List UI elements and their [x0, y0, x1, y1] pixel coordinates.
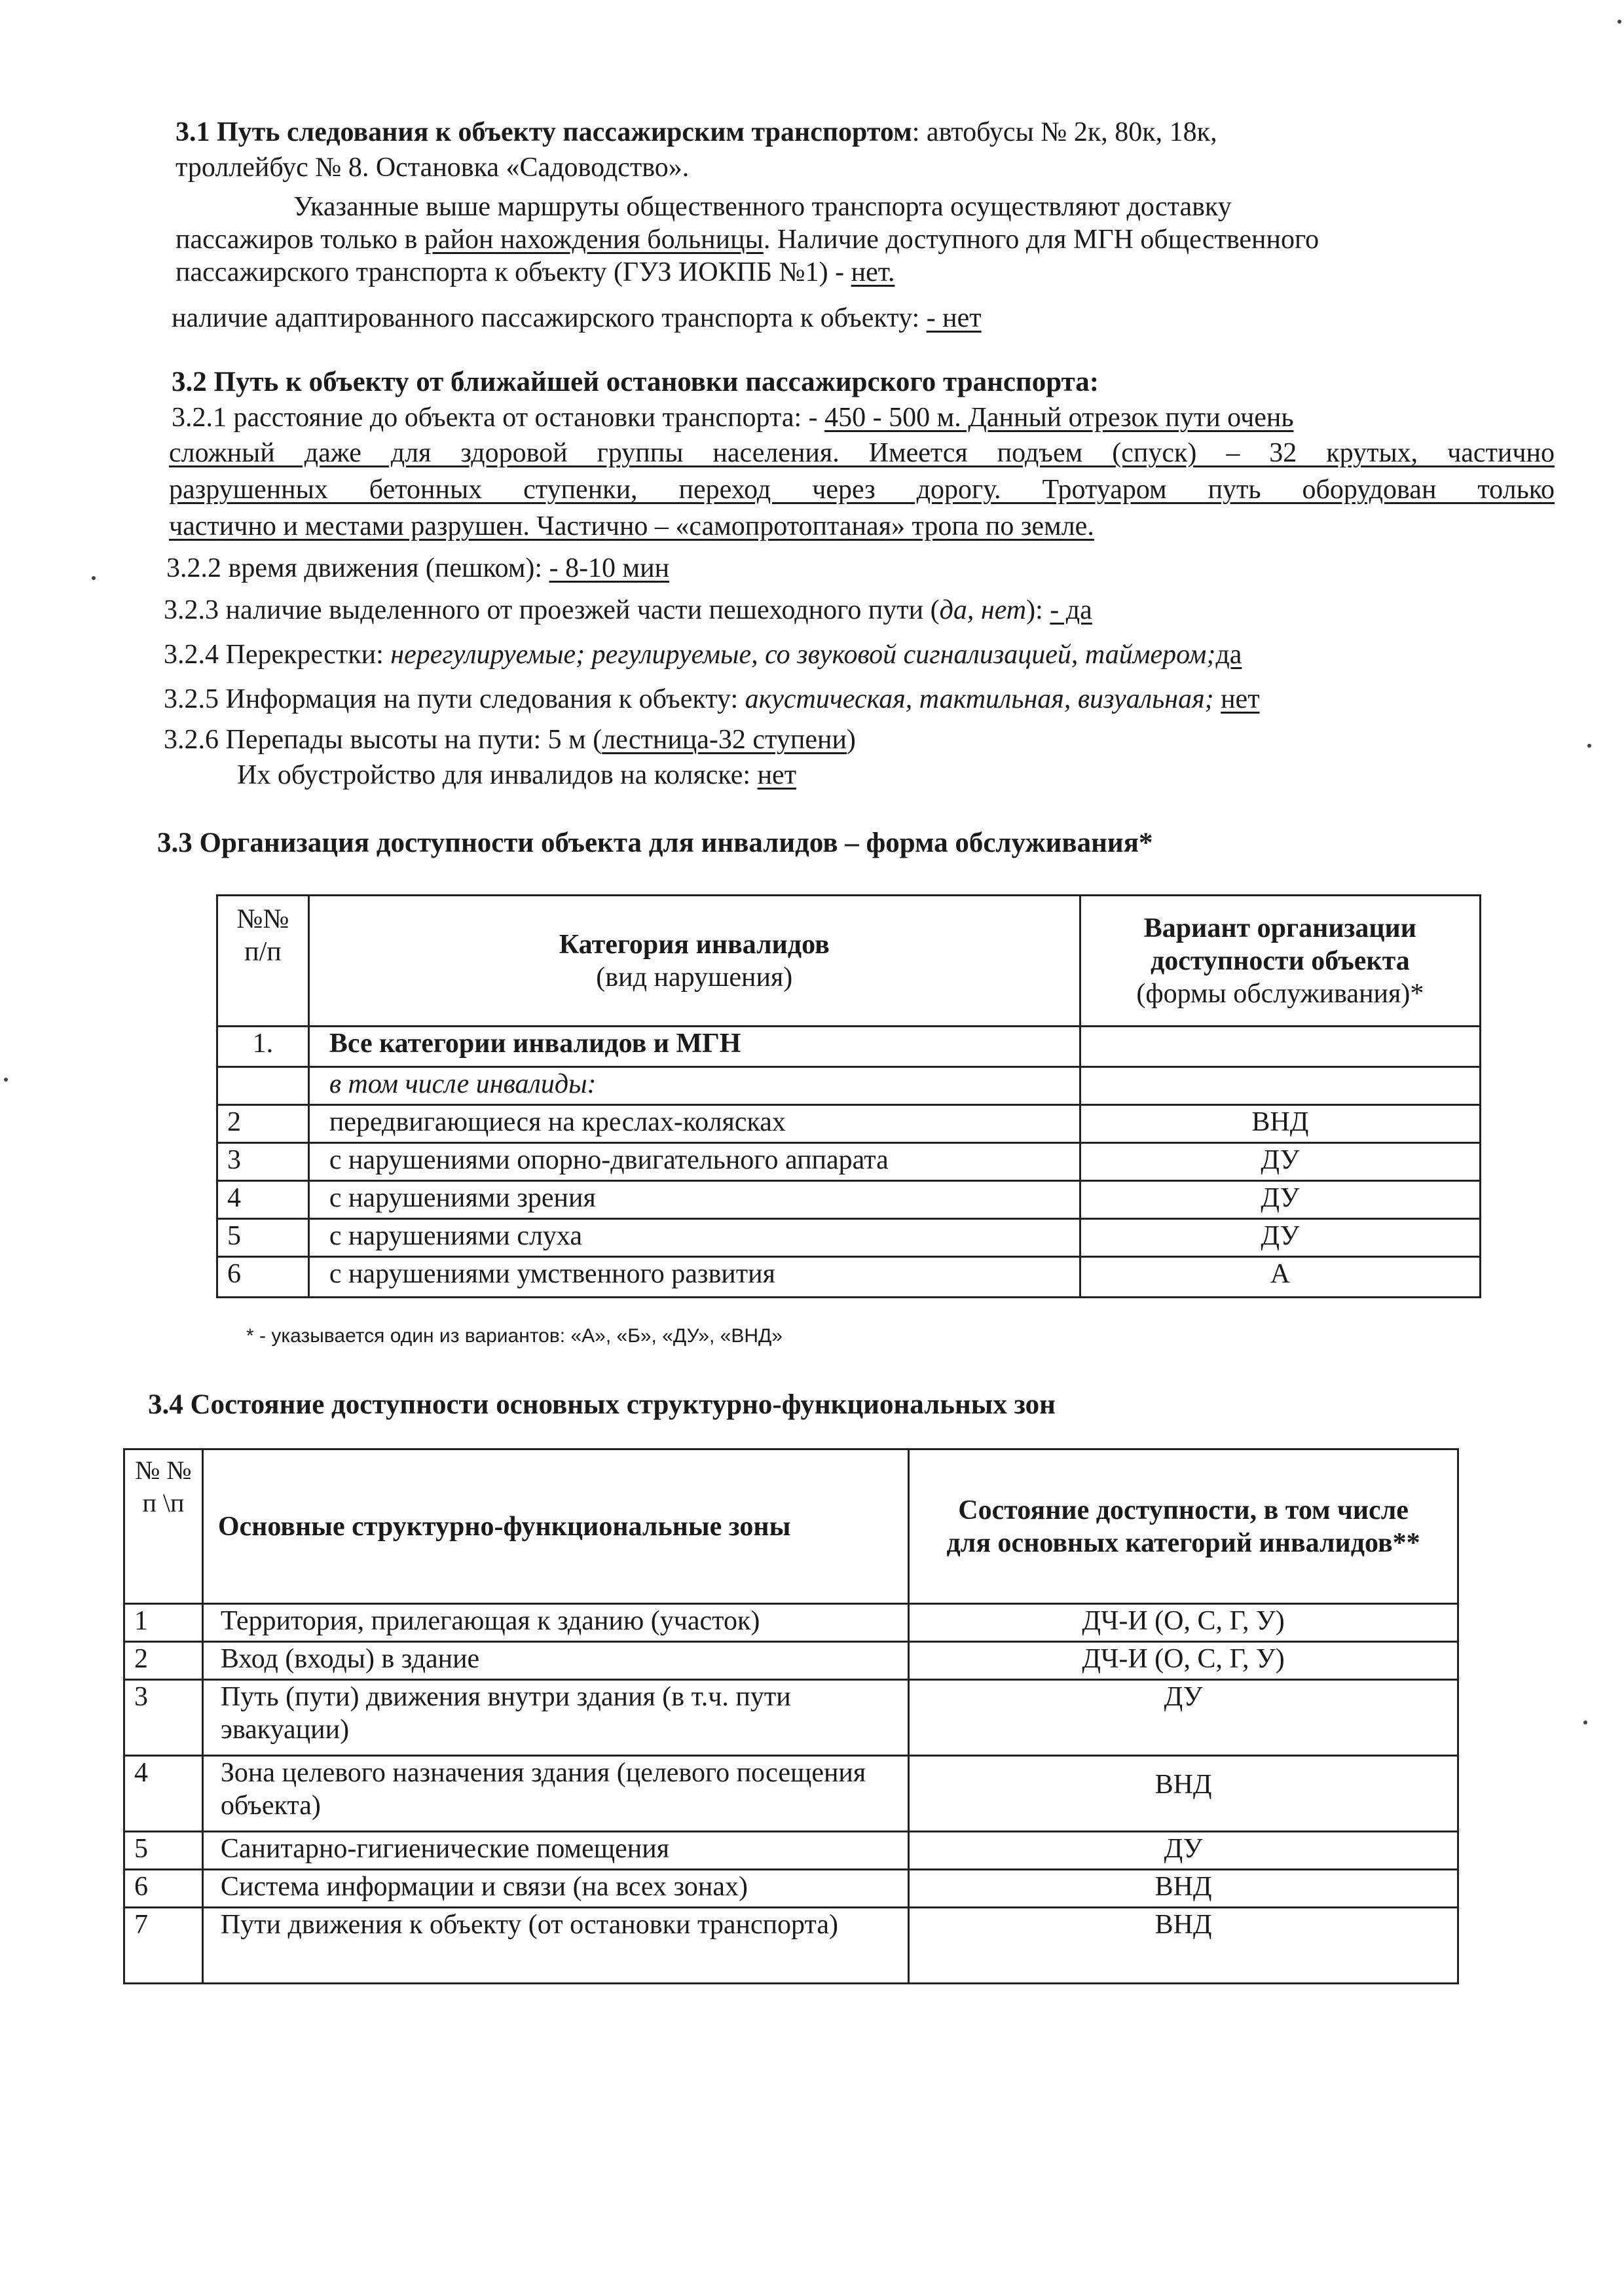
- row-number: 2: [124, 1642, 203, 1680]
- row-category: с нарушениями слуха: [308, 1219, 1080, 1257]
- accessibility-form-table: [216, 894, 1481, 1298]
- row-category: с нарушениями зрения: [308, 1181, 1080, 1219]
- underlined-text: - нет: [926, 303, 982, 333]
- italic-text: акустическая, тактильная, визуальная;: [745, 684, 1214, 714]
- header-variant-title: Вариант организации доступности объекта: [1143, 913, 1416, 976]
- row-value: ДУ: [1080, 1181, 1480, 1219]
- text: ): [846, 725, 856, 755]
- section-3-2-line-4: частично и местами разрушен. Частично – «самопротоптаная» тропа по земле.: [169, 511, 1094, 541]
- section-3-2-line-2: сложный даже для здоровой группы населения. Имеется подъем (спуск) – 32 крутых, частично: [169, 438, 1555, 468]
- row-category: с нарушениями опорно-двигательного аппарата: [308, 1143, 1080, 1181]
- row-zone: Зона целевого назначения здания (целевого посещения объекта): [202, 1756, 908, 1832]
- section-3-1-heading: 3.1 Путь следования к объекту пассажирским транспортом: [175, 117, 912, 147]
- row-category: в том числе инвалиды:: [308, 1067, 1080, 1105]
- header-variant-subtitle: (формы обслуживания)*: [1136, 978, 1424, 1009]
- table-row: [217, 1257, 1481, 1298]
- row-number: 6: [217, 1257, 309, 1298]
- section-3-2-line-7: [164, 638, 1242, 672]
- underlined-text: нет: [757, 760, 797, 790]
- row-zone: Санитарно-гигиенические помещения: [202, 1832, 908, 1870]
- scan-speck: [1587, 744, 1591, 748]
- text: . Наличие доступного для МГН общественного: [763, 225, 1320, 255]
- row-number: 7: [124, 1908, 203, 1984]
- underlined-text: да: [1215, 640, 1242, 670]
- underlined-text: район нахождения больницы: [424, 225, 764, 255]
- section-3-1-line-1: [175, 115, 1217, 149]
- row-value: ДУ: [909, 1832, 1458, 1870]
- header-state: Состояние доступности, в том числе для основных категорий инвалидов**: [909, 1449, 1458, 1604]
- row-value: [1080, 1067, 1480, 1105]
- underlined-text: - 8-10 мин: [549, 553, 670, 583]
- scan-speck: [1617, 20, 1621, 24]
- footnote: * - указывается один из вариантов: «А», «Б», «ДУ», «ВНД»: [246, 1325, 783, 1347]
- table-row: [217, 1067, 1481, 1105]
- text: 3.2.2 время движения (пешком):: [166, 553, 549, 583]
- section-3-2-line-1: [172, 401, 1294, 435]
- table-row: [217, 1105, 1481, 1143]
- italic-text: да, нет: [939, 595, 1027, 625]
- table-row: [217, 1181, 1481, 1219]
- text: 3.2.3 наличие выделенного от проезжей части пешеходного пути (: [164, 595, 940, 625]
- row-category: Все категории инвалидов и МГН: [308, 1027, 1080, 1067]
- row-zone: Вход (входы) в здание: [202, 1642, 908, 1680]
- table-row: [124, 1756, 1458, 1832]
- table-header-row: [124, 1449, 1458, 1604]
- underlined-text: 450 - 500 м. Данный отрезок пути очень: [824, 403, 1294, 433]
- scan-speck: [92, 576, 96, 580]
- text: 3.2.5 Информация на пути следования к объекту:: [164, 684, 745, 714]
- row-value: ДУ: [1080, 1219, 1480, 1257]
- row-number: [217, 1067, 309, 1105]
- section-3-2-line-8: [164, 682, 1260, 716]
- table-row: [124, 1870, 1458, 1908]
- row-number: 1: [124, 1604, 203, 1642]
- italic-text: нерегулируемые; регулируемые, со звуковой сигнализацией, таймером;: [390, 640, 1216, 670]
- header-variant: [1080, 896, 1480, 1027]
- scan-speck: [4, 1078, 8, 1082]
- section-3-2-line-9: [164, 723, 856, 757]
- section-3-2-line-3: разрушенных бетонных ступенки, переход через дорогу. Тротуаром путь оборудован только: [169, 475, 1555, 505]
- row-number: 2: [217, 1105, 309, 1143]
- section-3-1-line-2: троллейбус № 8. Остановка «Садоводство».: [175, 153, 690, 183]
- table-row: [124, 1908, 1458, 1984]
- section-3-1-line-6: [172, 301, 982, 335]
- row-value: ВНД: [909, 1908, 1458, 1984]
- scan-speck: [1583, 1721, 1587, 1724]
- section-3-4-heading: 3.4 Состояние доступности основных структурно-функциональных зон: [148, 1389, 1056, 1420]
- table-row: [217, 1027, 1481, 1067]
- header-zone: Основные структурно-функциональные зоны: [202, 1449, 908, 1604]
- row-zone: Пути движения к объекту (от остановки транспорта): [202, 1908, 908, 1984]
- table-row: [124, 1680, 1458, 1756]
- section-3-1-heading-tail: : автобусы № 2к, 80к, 18к,: [912, 117, 1217, 147]
- header-category: [308, 896, 1080, 1027]
- text: ):: [1026, 595, 1050, 625]
- header-number: №№ п/п: [217, 896, 309, 1027]
- table-row: [217, 1219, 1481, 1257]
- table-row: [124, 1642, 1458, 1680]
- row-value: ДУ: [1080, 1143, 1480, 1181]
- row-number: 3: [124, 1680, 203, 1756]
- row-number: 5: [217, 1219, 309, 1257]
- table-row: [217, 1143, 1481, 1181]
- row-value: ВНД: [909, 1756, 1458, 1832]
- header-number: № № п \п: [124, 1449, 203, 1604]
- section-3-1-line-4: [175, 223, 1319, 257]
- row-number: 3: [217, 1143, 309, 1181]
- text: 3.2.6 Перепады высоты на пути: 5 м (: [164, 725, 602, 755]
- row-zone: Система информации и связи (на всех зонах): [202, 1870, 908, 1908]
- row-value: [1080, 1027, 1480, 1067]
- section-3-2-line-5: [166, 551, 669, 585]
- row-value: ДЧ-И (О, С, Г, У): [909, 1604, 1458, 1642]
- section-3-2-line-10: [237, 758, 796, 792]
- text: Их обустройство для инвалидов на коляске:: [237, 760, 758, 790]
- text: пассажирского транспорта к объекту (ГУЗ ИОКПБ №1) -: [175, 257, 851, 287]
- row-number: 4: [124, 1756, 203, 1832]
- zones-accessibility-table: [123, 1448, 1459, 1984]
- underlined-text: лестница-32 ступени: [602, 725, 847, 755]
- table-header-row: [217, 896, 1481, 1027]
- row-value: ВНД: [909, 1870, 1458, 1908]
- row-value: ДУ: [909, 1680, 1458, 1756]
- row-category: передвигающиеся на креслах-колясках: [308, 1105, 1080, 1143]
- text: 3.2.4 Перекрестки:: [164, 640, 391, 670]
- row-value: А: [1080, 1257, 1480, 1298]
- underlined-text: нет: [1221, 684, 1260, 714]
- section-3-3-heading: 3.3 Организация доступности объекта для инвалидов – форма обслуживания*: [157, 828, 1153, 858]
- row-number: 6: [124, 1870, 203, 1908]
- row-value: ВНД: [1080, 1105, 1480, 1143]
- section-3-1-line-3: Указанные выше маршруты общественного транспорта осуществляют доставку: [293, 192, 1232, 222]
- row-zone: Путь (пути) движения внутри здания (в т.ч. пути эвакуации): [202, 1680, 908, 1756]
- text: наличие адаптированного пассажирского транспорта к объекту:: [172, 303, 927, 333]
- section-3-2-heading: 3.2 Путь к объекту от ближайшей остановки пассажирского транспорта:: [172, 367, 1099, 397]
- header-category-title: Категория инвалидов: [559, 929, 830, 960]
- section-3-2-line-6: [164, 593, 1092, 627]
- row-category: с нарушениями умственного развития: [308, 1257, 1080, 1298]
- text: 3.2.1 расстояние до объекта от остановки транспорта: -: [172, 403, 825, 433]
- row-number: 4: [217, 1181, 309, 1219]
- row-zone: Территория, прилегающая к зданию (участок): [202, 1604, 908, 1642]
- section-3-1-line-5: [175, 255, 895, 289]
- underlined-text: - да: [1050, 595, 1092, 625]
- underlined-text: нет.: [851, 257, 895, 287]
- header-category-subtitle: (вид нарушения): [596, 962, 793, 993]
- row-number: 5: [124, 1832, 203, 1870]
- table-row: [124, 1832, 1458, 1870]
- text: пассажиров только в: [175, 225, 424, 255]
- row-value: ДЧ-И (О, С, Г, У): [909, 1642, 1458, 1680]
- table-row: [124, 1604, 1458, 1642]
- row-number: 1.: [217, 1027, 309, 1067]
